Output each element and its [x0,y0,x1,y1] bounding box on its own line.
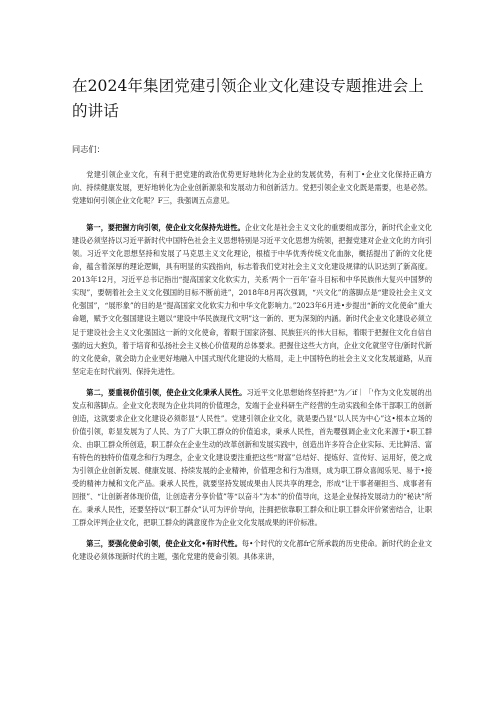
document-title: 在2024年集团党建引领企业文化建设专题推进会上的讲话 [72,77,424,120]
intro-paragraph: 党建引领企业文化，有利于把党建的政治优势更好地转化为企业的发展优势，有利丁•企业文化保持正确方向、持续健康发展，更好地转化为企业创新源泉和发展动力和创新活力。党把引领企业文化既是需要，也是必然。党建如何引领企业文化呢？F三，我强调五点意见。 [72,170,432,206]
section-body-3: 每•个时代的文化都fr它所承载的历史使命。新时代的企业文化建设必须体现新时代的主题，强化党建的使命引领。具体来讲， [72,539,432,562]
salutation: 同志们： [72,144,105,154]
section-heading-3: 第三，要强化使命引领，使企业文化•有时代性。 [86,539,242,549]
section-paragraph-3 [72,537,432,563]
section-body-1: 企业文化是社会主义文化的重要组成部分，新时代企业文化建设必须坚持以习近平新时代中国特色社会主义思想特别是习近平文化思想为统领，把握党建对企业文化的方向引领。习近平文化思想坚持和发展了马克思主义文化理论，根植于中华优秀传统文化血脉，概括提出了新的文化使命，蕴含着深厚的理论逻辑，具有明显的实践指向，标志着我们党对社会主义文化建设规律的认识达到了新高度。2013年12月，习近平总书记指出“提高国家文化软实力，关系‘两个一百年’奋斗目标和中华民族伟大复兴中国梦的实现”，要朝着社会主义文化强国的目标不断前进”，2018年8月再次强调，“兴文化”的落脚点是“建设社会主义文化强国”，“展形象”的目的是“提高国家文化软实力和中华文化影响力。”2023年6月进•步提出“新的文化使命”重大命题，赋予文化强国建设主题以“建设中华民族现代文明”这一新的、更为深刻的内涵。新时代企业文化建设必须立足于建设社会主义文化强国这一新的文化使命，着眼于国家济强、民族狂兴的伟大目标，着眼于把握住文化自信自强的远大抱负，着于培育和弘扬社会主义核心价值观的总体要求。把握住这些大方向，企业文化就坚守住/新时代新的文化使命，就会助力企业更好地融入中国式现代化建设的大格局，走上中国特色的社会主义文化发展道路，从而坚定走在时代前列、保持先进性。 [72,223,432,376]
section-heading-2: 第二，要重视价值引领，使企业文化秉承人民性。 [86,387,247,397]
document-page [72,0,432,563]
section-heading-1: 第一，要把握方向引领，使企业文化保持先进性。 [86,223,245,233]
section-body-2: 习近平文化思想始终坚持把“为／if｜「'作为文化发展的出发点和落脚点。企业文化表现为企业共同的价值理念，发端于企业科研生产经营的生动实践和全体干部职工的创新创造，这就要求企业文化建设必须彰显“人民性”。党建引领企业文化，就是要凸显“以人民为中心”这•根本立场的价值引领，彰显发展为了人民、为了广大职工群众的价值追求，秉承人民性，首先嘤强调企业文化来源于•职工群众、由职工群众所创造，职工群众在企业生动的改革创新和发展实践中，创造出许多符合企业实际、无比鲜活、富有特色的独特价值观念和行为理念，企业文化建设要注重把这些“财富”总结好、提炼好、宣传好、运用好，使之成为引领企业创新发展、健康发展、持续发展的企业精神，价值理念和行为准则，成为职工群众喜闻乐见、易于•接受的精神力械和文化产品。秉承人民性，就要坚持发展成果由人民共享的理念，形成“让干事者砸担当、成事者有回报”、“让创新者体现价值，让创造者分享价值”等“以奋斗”为本”的价值导向，这是企业保持发展动力的“秘诀”所在。秉承人民性，还要坚持以“职工群众”认可为评价导向，注拥把依靠职工群众和让职工群众评价紧密结合，让职工群众评判企业文化，把职工群众的满意度作为企业文化发展成果的评价标准。 [72,387,432,528]
section-paragraph-2 [72,386,432,530]
section-paragraph-1 [72,221,432,378]
